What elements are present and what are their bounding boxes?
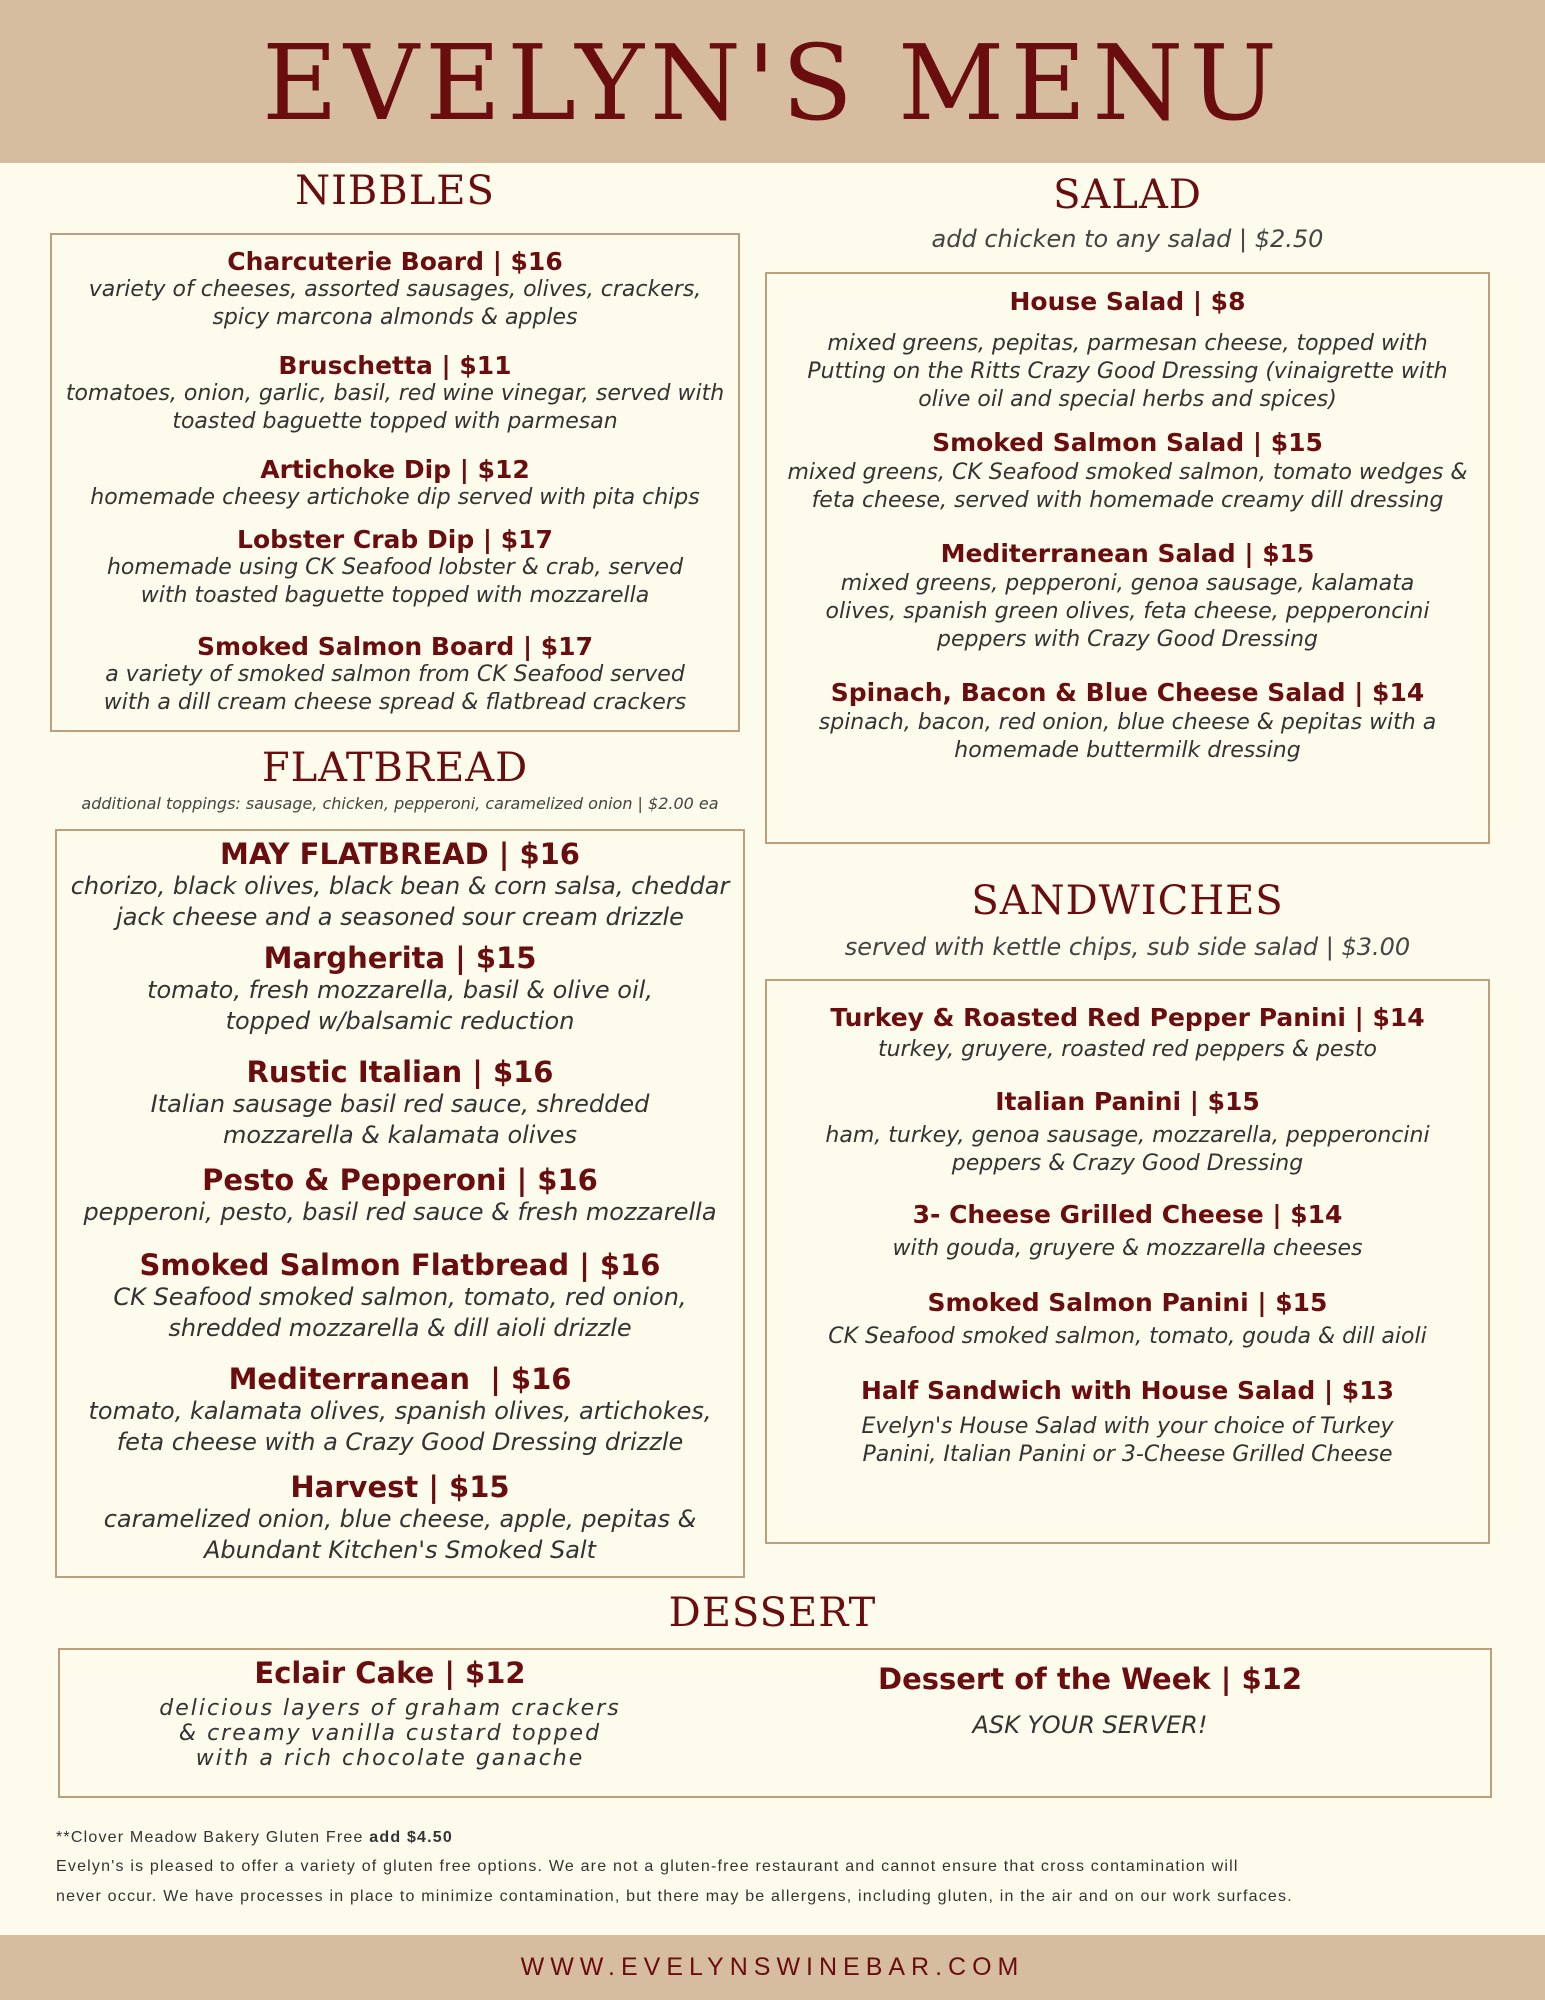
menu-item (770, 1662, 1410, 1740)
menu-item (767, 1200, 1488, 1263)
item-description: Abundant Kitchen's Smoked Salt (203, 1536, 597, 1564)
menu-item (57, 1248, 743, 1344)
item-name: Mediterranean | $16 (228, 1362, 572, 1396)
menu-item (57, 941, 743, 1037)
salad-heading: SALAD (1053, 172, 1202, 218)
menu-item (767, 287, 1488, 414)
menu-item (57, 1055, 743, 1151)
item-description: with a dill cream cheese spread & flatbread crackers (103, 690, 687, 715)
item-name: Rustic Italian | $16 (246, 1055, 554, 1089)
item-description: homemade buttermilk dressing (954, 738, 1301, 763)
salad-note: add chicken to any salad | $2.50 (931, 225, 1324, 253)
item-description: mixed greens, CK Seafood smoked salmon, tomato wedges & (787, 460, 1468, 485)
item-description: Panini, Italian Panini or 3-Cheese Grilled Cheese (862, 1442, 1393, 1467)
item-description: tomato, fresh mozzarella, basil & olive oil, (147, 976, 653, 1004)
item-description: shredded mozzarella & dill aioli drizzle (168, 1314, 632, 1342)
item-name: Pesto & Pepperoni | $16 (202, 1163, 598, 1197)
item-description: spinach, bacon, red onion, blue cheese & pepitas with a (818, 710, 1437, 735)
item-description: topped w/balsamic reduction (225, 1007, 575, 1035)
item-description: ASK YOUR SERVER! (972, 1711, 1208, 1739)
item-description: with a rich chocolate ganache (195, 1746, 585, 1771)
item-description: toasted baguette topped with parmesan (172, 409, 618, 434)
item-description: feta cheese with a Crazy Good Dressing drizzle (116, 1428, 684, 1456)
item-description: chorizo, black olives, black bean & corn salsa, cheddar (70, 872, 730, 900)
item-name: House Salad | $8 (1009, 287, 1246, 316)
item-name: Eclair Cake | $12 (254, 1656, 526, 1690)
item-description: olives, spanish green olives, feta cheese, pepperoncini (825, 599, 1430, 624)
gluten-free-label: **Clover Meadow Bakery Gluten Free (56, 1829, 364, 1846)
item-description: caramelized onion, blue cheese, apple, pepitas & (103, 1505, 697, 1533)
item-description: turkey, gruyere, roasted red peppers & pesto (877, 1037, 1378, 1062)
menu-item (52, 247, 738, 332)
menu-item (60, 1656, 720, 1771)
item-name: Smoked Salmon Panini | $15 (927, 1288, 1328, 1317)
item-name: Bruschetta | $11 (278, 351, 512, 380)
item-name: Smoked Salmon Flatbread | $16 (139, 1248, 661, 1282)
item-name: Harvest | $15 (290, 1470, 510, 1504)
item-name: MAY FLATBREAD | $16 (220, 837, 580, 871)
item-description: with gouda, gruyere & mozzarella cheeses (892, 1236, 1363, 1261)
menu-item (57, 1470, 743, 1566)
item-description: peppers & Crazy Good Dressing (951, 1151, 1304, 1176)
gluten-free-price: add $4.50 (369, 1829, 453, 1846)
gluten-free-note (56, 1829, 1496, 1847)
header-banner (0, 0, 1545, 163)
item-description: a variety of smoked salmon from CK Seafood served (105, 662, 685, 687)
menu-item (767, 1376, 1488, 1469)
menu-item (767, 539, 1488, 654)
item-description: Evelyn's House Salad with your choice of Turkey (861, 1414, 1394, 1439)
item-description: CK Seafood smoked salmon, tomato, red onion, (113, 1283, 687, 1311)
menu-item (52, 351, 738, 436)
menu-item (767, 678, 1488, 765)
website-url[interactable]: WWW.EVELYNSWINEBAR.COM (520, 1953, 1025, 1981)
item-description: & creamy vanilla custard topped (178, 1721, 602, 1746)
item-name: Mediterranean Salad | $15 (940, 539, 1315, 568)
allergen-disclaimer-line1: Evelyn's is pleased to offer a variety of gluten free options. We are not a gluten-free restaurant and cannot ensure that cross contamination will (56, 1858, 1239, 1875)
item-name: Smoked Salmon Board | $17 (197, 632, 593, 661)
menu-item (57, 1362, 743, 1458)
menu-item (52, 525, 738, 610)
sandwiches-heading: SANDWICHES (971, 878, 1284, 924)
menu-item (767, 428, 1488, 515)
menu-item (767, 1003, 1488, 1064)
flatbread-note: additional toppings: sausage, chicken, pepperoni, caramelized onion | $2.00 ea (81, 794, 719, 813)
menu-item (52, 455, 738, 512)
footer-banner (0, 1935, 1545, 2000)
menu-item (57, 1163, 743, 1228)
allergen-disclaimer-line2: never occur. We have processes in place to minimize contamination, but there may be allergens, including gluten, in the air and on our work surfaces. (56, 1888, 1293, 1905)
item-name: Lobster Crab Dip | $17 (237, 525, 553, 554)
item-description: tomatoes, onion, garlic, basil, red wine vinegar, served with (65, 381, 725, 406)
item-description: homemade using CK Seafood lobster & crab, served (106, 555, 684, 580)
item-description: jack cheese and a seasoned sour cream drizzle (116, 903, 684, 931)
item-name: Margherita | $15 (263, 941, 537, 975)
item-description: pepperoni, pesto, basil red sauce & fresh mozzarella (83, 1198, 717, 1226)
item-description: ham, turkey, genoa sausage, mozzarella, pepperoncini (825, 1123, 1430, 1148)
item-name: Artichoke Dip | $12 (260, 455, 530, 484)
item-description: delicious layers of graham crackers (159, 1696, 621, 1721)
item-name: Spinach, Bacon & Blue Cheese Salad | $14 (830, 678, 1425, 707)
sandwiches-note: served with kettle chips, sub side salad | $3.00 (844, 933, 1411, 961)
flatbread-heading: FLATBREAD (261, 745, 529, 791)
menu-item (767, 1288, 1488, 1351)
item-name: Charcuterie Board | $16 (227, 247, 563, 276)
item-description: CK Seafood smoked salmon, tomato, gouda & dill aioli (828, 1324, 1427, 1349)
item-description: mozzarella & kalamata olives (223, 1121, 577, 1149)
item-description: with toasted baguette topped with mozzarella (140, 583, 650, 608)
nibbles-heading: NIBBLES (295, 168, 495, 214)
item-description: tomato, kalamata olives, spanish olives, artichokes, (88, 1397, 712, 1425)
item-name: Dessert of the Week | $12 (878, 1662, 1302, 1696)
dessert-heading: DESSERT (668, 1590, 877, 1636)
item-name: Smoked Salmon Salad | $15 (932, 428, 1323, 457)
item-description: feta cheese, served with homemade creamy dill dressing (811, 488, 1444, 513)
item-name: 3- Cheese Grilled Cheese | $14 (912, 1200, 1343, 1229)
item-description: mixed greens, pepitas, parmesan cheese, topped with (827, 331, 1428, 356)
item-name: Half Sandwich with House Salad | $13 (861, 1376, 1394, 1405)
item-description: mixed greens, pepperoni, genoa sausage, kalamata (840, 571, 1415, 596)
item-name: Turkey & Roasted Red Pepper Panini | $14 (830, 1003, 1425, 1032)
item-description: Italian sausage basil red sauce, shredded (150, 1090, 650, 1118)
item-description: variety of cheeses, assorted sausages, olives, crackers, (88, 277, 702, 302)
menu-title: EVELYN'S MENU (262, 22, 1283, 144)
menu-item (767, 1087, 1488, 1178)
item-description: homemade cheesy artichoke dip served with pita chips (90, 485, 700, 510)
item-name: Italian Panini | $15 (995, 1087, 1260, 1116)
menu-item (52, 632, 738, 717)
item-description: peppers with Crazy Good Dressing (937, 627, 1318, 652)
item-description: spicy marcona almonds & apples (212, 305, 578, 330)
menu-item (57, 837, 743, 933)
item-description: Putting on the Ritts Crazy Good Dressing (vinaigrette with (807, 359, 1448, 384)
item-description: olive oil and special herbs and spices) (918, 387, 1337, 412)
